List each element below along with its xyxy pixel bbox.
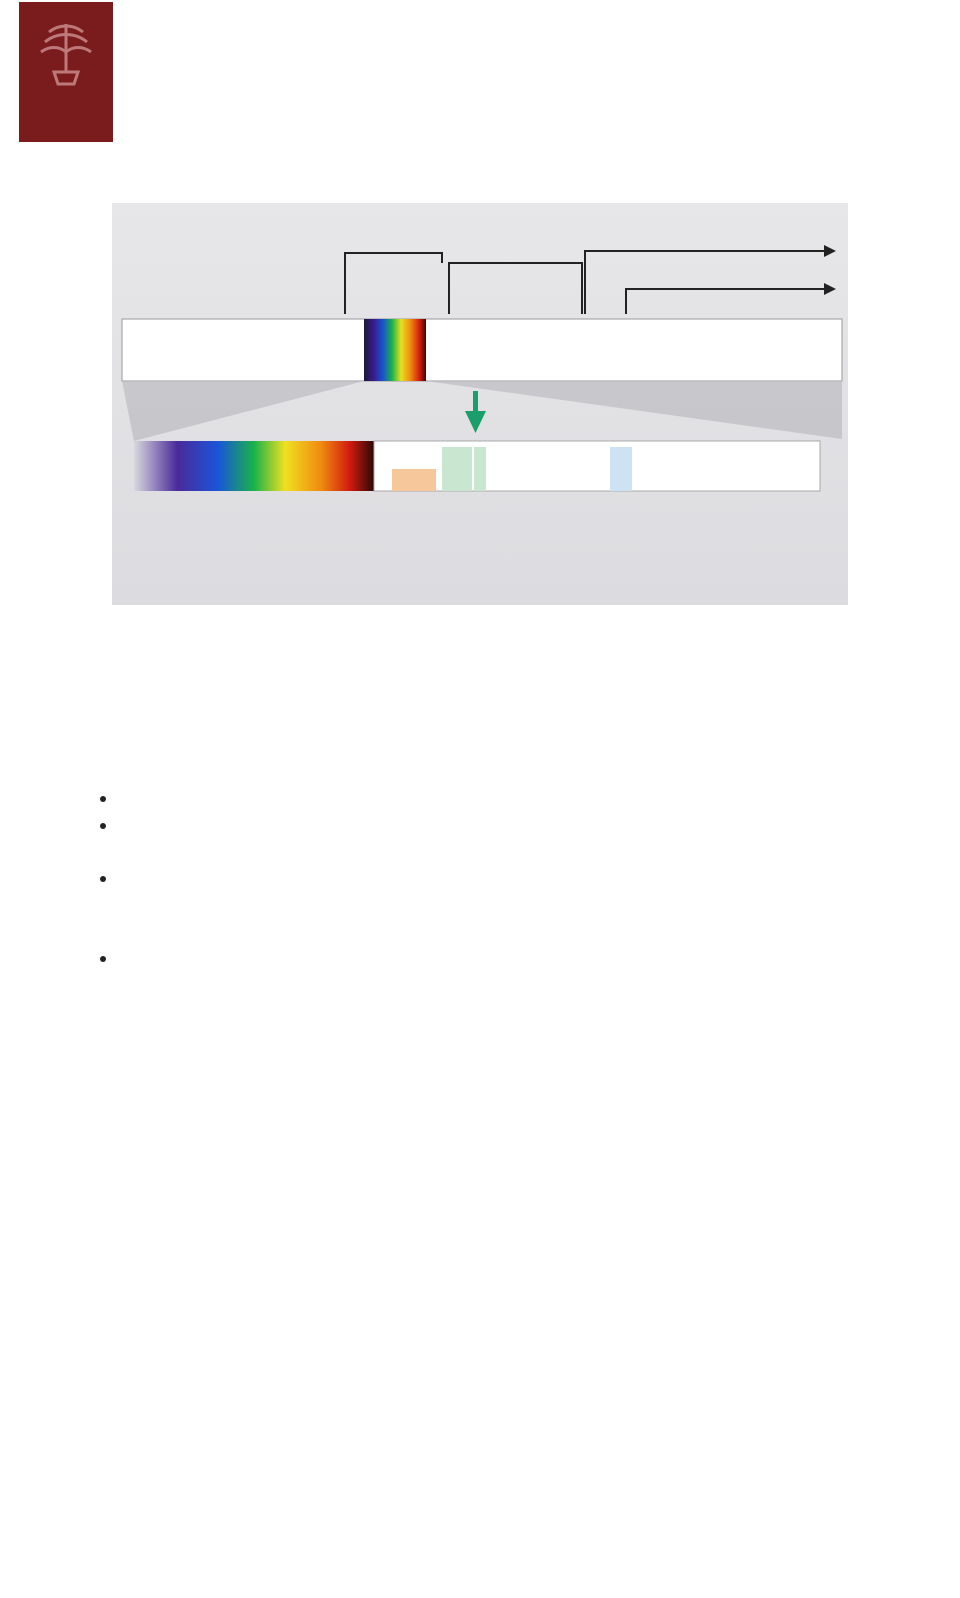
paragraph-camera-detector [4,1018,938,1045]
paragraph-thermal-camera [4,1358,938,1385]
intro-paragraph [4,700,938,727]
insb-band-2 [474,447,486,491]
qwip-band [610,447,632,491]
ingaas-band [392,469,436,491]
bullet-icon [100,876,106,882]
university-logo [19,2,113,142]
bullet-icon [100,823,106,829]
insb-band [442,447,472,491]
paragraph-operating-principle [4,1176,938,1203]
visible-band-top [364,319,426,381]
bullet-icon [100,956,106,962]
spectrum-figure [112,203,848,605]
torch-emblem-icon [19,2,113,142]
bullet-icon [100,796,106,802]
visible-band-bottom [134,441,374,491]
